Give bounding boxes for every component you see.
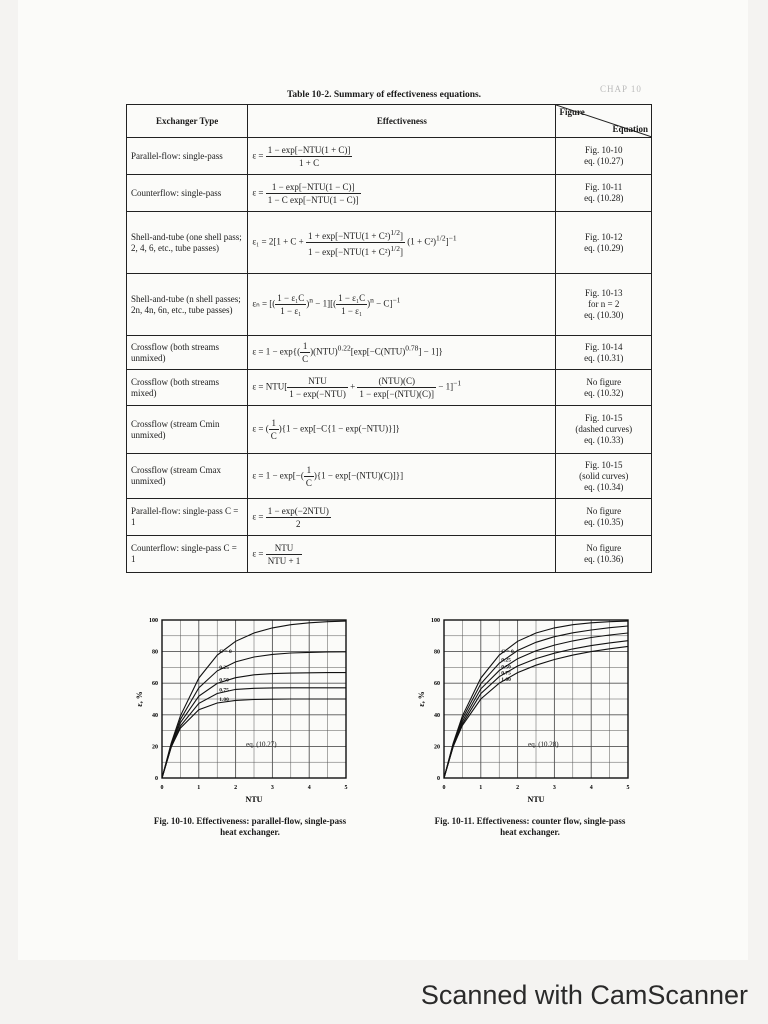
table-row xyxy=(127,212,652,274)
x-tick-label: 2 xyxy=(516,785,520,791)
header-figure: Figure xyxy=(559,107,585,117)
row-equation: ε = $\frac{\text{1 − exp[−NTU(1 + C)]}}{1 + C}$ xyxy=(248,138,556,175)
row-reference xyxy=(556,454,652,499)
y-axis-label: ε, % xyxy=(417,691,426,707)
row-reference xyxy=(556,212,652,274)
chart-counter-flow xyxy=(414,612,644,808)
x-tick-label: 2 xyxy=(234,785,238,791)
row-reference xyxy=(556,274,652,336)
row-equation: ε = $\frac{\text{1 − exp[−NTU(1 − C)]}}{\text{1 − C exp[−NTU(1 − C)]}}$ xyxy=(248,175,556,212)
x-tick-label: 0 xyxy=(442,785,446,791)
y-tick-label: 100 xyxy=(149,618,158,624)
eq-ref: eq. (10.33) xyxy=(584,435,624,445)
caption-line: Fig. 10-10. Effectiveness: parallel-flow, single-pass xyxy=(153,816,347,826)
row-equation: ε = $\frac{\text{NTU}}{\text{NTU + 1}}$ xyxy=(248,536,556,573)
x-axis-label: NTU xyxy=(245,795,263,804)
row-equation: ε = ( $\frac{1}{C}$ ){1 − exp[−C{1 − exp(−NTU)}]} xyxy=(248,406,556,454)
table-row xyxy=(127,175,652,212)
row-reference xyxy=(556,536,652,573)
row-type: Crossflow (stream Cmin unmixed) xyxy=(127,406,248,454)
table-row xyxy=(127,406,652,454)
curve-label: C = 0 xyxy=(501,649,514,656)
caption-line: heat exchanger. xyxy=(220,827,280,837)
row-equation: εₙ = [( $\frac{\text{1 − ε₁C}}{\text{1 − ε₁}}$ )$^n$ − 1][( $\frac{\text{1 − ε₁C}}{\text{1 − ε₁}}$ )$^n$ − C]$^{-1}$ xyxy=(248,274,556,336)
x-tick-label: 3 xyxy=(552,785,556,791)
y-tick-label: 20 xyxy=(434,744,440,751)
eq-ref: eq. (10.36) xyxy=(584,554,624,564)
caption-line: Fig. 10-11. Effectiveness: counter flow, single-pass xyxy=(434,816,626,826)
row-type: Shell-and-tube (one shell pass; 2, 4, 6, etc., tube passes) xyxy=(127,212,248,274)
curve-label: 0.75 xyxy=(501,670,511,677)
curve-label: 0.75 xyxy=(219,687,229,694)
header-equation: Equation xyxy=(612,124,648,134)
row-reference xyxy=(556,336,652,370)
row-equation: ε = $\frac{\text{1 − exp(−2NTU)}}{2}$ xyxy=(248,499,556,536)
row-equation: ε₁ = 2[1 + C + $\frac{1 + \exp[-NTU(1 + C^2)^{1/2}]}{1 - \exp[-NTU(1 + C^2)^{1/2}]}$ $(1 + C^2)^{1/2}]^{-1}$ xyxy=(248,212,556,274)
y-tick-label: 100 xyxy=(431,618,440,624)
y-tick-label: 80 xyxy=(434,649,440,656)
table-row xyxy=(127,138,652,175)
row-reference xyxy=(556,175,652,212)
equation-annotation: eq. (10.27) xyxy=(246,740,277,749)
fig-ref: Fig. 10-15 xyxy=(584,459,623,470)
y-tick-label: 60 xyxy=(152,681,158,688)
table-row xyxy=(127,370,652,406)
fig-ref: Fig. 10-12 xyxy=(584,231,623,242)
y-tick-label: 40 xyxy=(152,712,158,719)
x-tick-label: 3 xyxy=(270,785,274,791)
table-row xyxy=(127,454,652,499)
header-figure-equation xyxy=(556,105,652,138)
y-tick-label: 0 xyxy=(155,776,158,782)
curve-label: 0.50 xyxy=(219,677,229,684)
table-title: Table 10-2. Summary of effectiveness equations. xyxy=(286,90,482,100)
figure-counter-flow xyxy=(414,612,644,808)
eq-ref: eq. (10.30) xyxy=(584,310,624,320)
fig-ref: No figure xyxy=(586,376,622,387)
y-tick-label: 20 xyxy=(152,744,158,751)
y-tick-label: 0 xyxy=(437,776,440,782)
header-exchanger-type: Exchanger Type xyxy=(127,105,248,138)
fig-ref-note: for n = 2 xyxy=(588,299,620,309)
row-type: Shell-and-tube (n shell passes; 2n, 4n, 6n, etc., tube passes) xyxy=(127,274,248,336)
page-corner-text: CHAP 10 xyxy=(600,84,642,94)
fig-ref-note: (solid curves) xyxy=(579,470,629,481)
eq-ref: eq. (10.31) xyxy=(584,352,624,363)
row-type: Counterflow: single-pass C = 1 xyxy=(127,536,248,573)
row-type: Crossflow (both streams mixed) xyxy=(127,370,248,406)
eq-ref: eq. (10.27) xyxy=(584,156,624,166)
figure-caption-counter-flow xyxy=(404,816,656,838)
row-reference xyxy=(556,370,652,406)
eq-ref: eq. (10.35) xyxy=(584,517,624,527)
x-tick-label: 4 xyxy=(307,785,311,791)
x-tick-label: 1 xyxy=(479,785,483,791)
curve-label: 1.00 xyxy=(501,677,511,684)
header-effectiveness: Effectiveness xyxy=(248,105,556,138)
table-row xyxy=(127,336,652,370)
row-reference xyxy=(556,499,652,536)
caption-line: heat exchanger. xyxy=(500,827,560,837)
fig-ref: Fig. 10-14 xyxy=(584,341,623,352)
y-tick-label: 60 xyxy=(434,681,440,688)
curve-label: C = 0 xyxy=(219,649,232,656)
camscanner-watermark: Scanned with CamScanner xyxy=(420,980,748,1010)
row-equation: ε = NTU[ $\frac{\text{NTU}}{\text{1 − exp(−NTU)}}$ + $\frac{\text{(NTU)(C)}}{\text{1 − exp[−(NTU)(C)]}}$ − 1]$^{-1}$ xyxy=(248,370,556,406)
x-tick-label: 0 xyxy=(160,785,164,791)
figure-parallel-flow xyxy=(132,612,362,808)
figure-caption-parallel-flow xyxy=(130,816,370,838)
row-type: Parallel-flow: single-pass C = 1 xyxy=(127,499,248,536)
fig-ref: Fig. 10-11 xyxy=(585,182,623,192)
row-type: Crossflow (stream Cmax unmixed) xyxy=(127,454,248,499)
curve-label: 0.25 xyxy=(219,664,229,671)
fig-ref: Fig. 10-10 xyxy=(584,145,623,155)
x-tick-label: 5 xyxy=(626,785,630,791)
x-tick-label: 1 xyxy=(197,785,201,791)
table-row xyxy=(127,274,652,336)
x-tick-label: 5 xyxy=(344,785,348,791)
table-row xyxy=(127,536,652,573)
row-equation: ε = 1 − exp{( $\frac{1}{C}$ )(NTU)$^{0.22}$[exp[−C(NTU)$^{0.78}$] − 1]} xyxy=(248,336,556,370)
eq-ref: eq. (10.28) xyxy=(584,193,624,203)
curve-label: 1.00 xyxy=(219,696,229,703)
curve-label: 0.50 xyxy=(501,664,511,671)
eq-ref: eq. (10.29) xyxy=(584,242,624,253)
row-type: Crossflow (both streams unmixed) xyxy=(127,336,248,370)
table-header-row xyxy=(127,105,652,138)
equation-annotation: eq. (10.28) xyxy=(528,740,559,749)
eq-ref: eq. (10.32) xyxy=(584,387,624,398)
fig-ref: Fig. 10-15 xyxy=(584,413,623,423)
fig-ref-note: (dashed curves) xyxy=(575,424,633,434)
y-axis-label: ε, % xyxy=(135,691,144,707)
y-tick-label: 40 xyxy=(434,712,440,719)
curve-label: 0.25 xyxy=(501,657,511,664)
table-row xyxy=(127,499,652,536)
y-tick-label: 80 xyxy=(152,649,158,656)
row-type: Parallel-flow: single-pass xyxy=(127,138,248,175)
row-type: Counterflow: single-pass xyxy=(127,175,248,212)
fig-ref: No figure xyxy=(586,506,622,516)
row-reference xyxy=(556,138,652,175)
chart-parallel-flow xyxy=(132,612,362,808)
x-axis-label: NTU xyxy=(527,795,545,804)
eq-ref: eq. (10.34) xyxy=(584,481,624,492)
row-equation: ε = 1 − exp[−( $\frac{1}{C}$ ){1 − exp[−(NTU)(C)]}] xyxy=(248,454,556,499)
fig-ref: No figure xyxy=(586,543,622,553)
row-reference xyxy=(556,406,652,454)
effectiveness-table xyxy=(126,104,652,573)
fig-ref: Fig. 10-13 xyxy=(584,288,623,298)
x-tick-label: 4 xyxy=(589,785,593,791)
